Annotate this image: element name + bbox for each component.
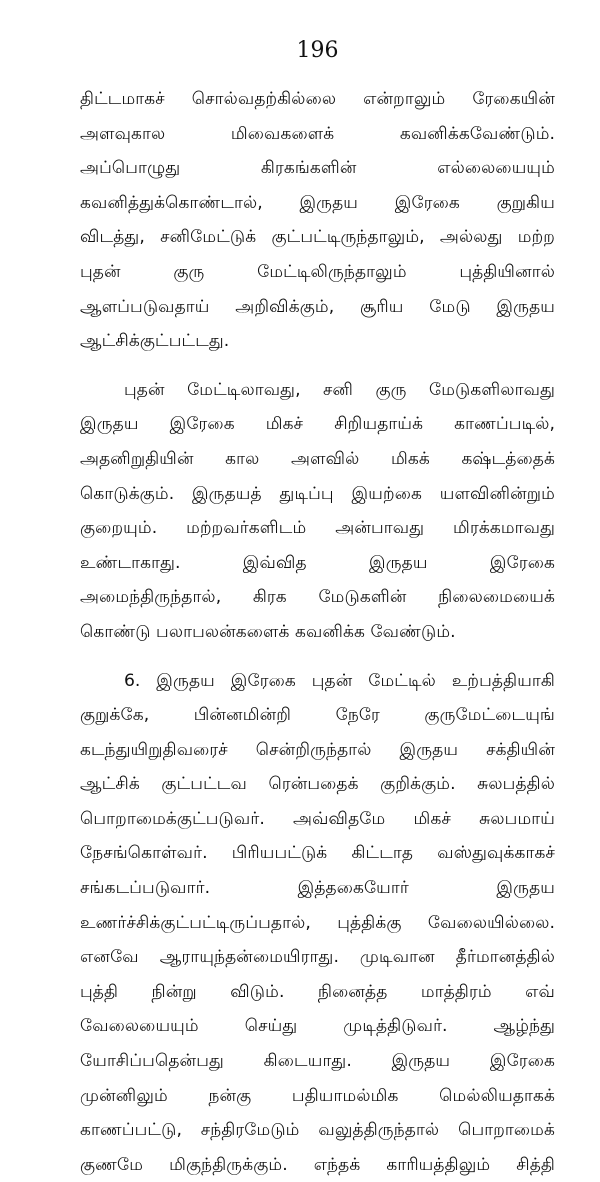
paragraph-3 — [80, 664, 555, 1182]
text-line: நேசங்கொள்வர். பிரியபட்டுக் கிட்டாத வஸ்துவுக்காகச் — [80, 836, 555, 871]
text-line: சங்கடப்படுவார். இத்தகையோர் இருதய — [80, 871, 555, 906]
text-line: ஆட்சிக்குட்பட்டது. — [80, 324, 555, 359]
text-line: கடந்துயிறுதிவரைச் சென்றிருந்தால் இருதய சக்தியின் — [80, 733, 555, 768]
text-line: வேலையையும் செய்து முடித்திடுவர். ஆழ்ந்து — [80, 1009, 555, 1044]
text-line: குறுக்கே, பின்னமின்றி நேரே குருமேட்டையுங் — [80, 698, 555, 733]
text-line: முன்னிலும் நன்கு பதியாமல்மிக மெல்லியதாகக் — [80, 1079, 555, 1114]
text-line: ஆளப்படுவதாய் அறிவிக்கும், சூரிய மேடு இருதய — [80, 290, 555, 325]
paragraph-1 — [80, 82, 555, 359]
text-line: அமைந்திருந்தால், கிரக மேடுகளின் நிலைமையைக் — [80, 580, 555, 615]
text-line: யோசிப்பதென்பது கிடையாது. இருதய இரேகை — [80, 1044, 555, 1079]
text-line: திட்டமாகச் சொல்வதற்கில்லை என்றாலும் ரேகையின் — [80, 82, 555, 117]
text-line: கவனித்துக்கொண்டால், இருதய இரேகை குறுகிய — [80, 186, 555, 221]
text-line: உணர்ச்சிக்குட்பட்டிருப்பதால், புத்திக்கு வேலையில்லை. — [80, 906, 555, 941]
text-line: உண்டாகாது. இவ்வித இருதய இரேகை — [80, 546, 555, 581]
text-line: அளவுகால மிவைகளைக் கவனிக்கவேண்டும். — [80, 117, 555, 152]
text-line: அதனிறுதியின் கால அளவில் மிகக் கஷ்டத்தைக் — [80, 442, 555, 477]
text-line: குணமே மிகுந்திருக்கும். எந்தக் காரியத்திலும் சித்தி — [80, 1148, 555, 1182]
page-number: 196 — [80, 36, 555, 66]
text-line: குறையும். மற்றவர்களிடம் அன்பாவது மிரக்கமாவது — [80, 511, 555, 546]
text-line: விடத்து, சனிமேட்டுக் குட்பட்டிருந்தாலும், அல்லது மற்ற — [80, 220, 555, 255]
text-line: புதன் குரு மேட்டிலிருந்தாலும் புத்தியினால் — [80, 255, 555, 290]
text-line: கொண்டு பலாபலன்களைக் கவனிக்க வேண்டும். — [80, 615, 555, 650]
text-line: 6. இருதய இரேகை புதன் மேட்டில் உற்பத்தியாகி — [80, 664, 555, 699]
text-line: புதன் மேட்டிலாவது, சனி குரு மேடுகளிலாவது — [80, 373, 555, 408]
text-line: கொடுக்கும். இருதயத் துடிப்பு இயற்கை யளவினின்றும் — [80, 477, 555, 512]
text-line: எனவே ஆராயுந்தன்மையிராது. முடிவான தீர்மானத்தில் — [80, 940, 555, 975]
text-line: பொறாமைக்குட்படுவர். அவ்விதமே மிகச் சுலபமாய் — [80, 802, 555, 837]
text-line: புத்தி நின்று விடும். நினைத்த மாத்திரம் எவ் — [80, 975, 555, 1010]
text-line: காணப்பட்டு, சந்திரமேடும் வலுத்திருந்தால் பொறாமைக் — [80, 1113, 555, 1148]
text-line: அப்பொழுது கிரகங்களின் எல்லையையும் — [80, 151, 555, 186]
text-line: ஆட்சிக் குட்பட்டவ ரென்பதைக் குறிக்கும். சுலபத்தில் — [80, 767, 555, 802]
text-line: இருதய இரேகை மிகச் சிறியதாய்க் காணப்படில், — [80, 407, 555, 442]
paragraph-2 — [80, 373, 555, 650]
